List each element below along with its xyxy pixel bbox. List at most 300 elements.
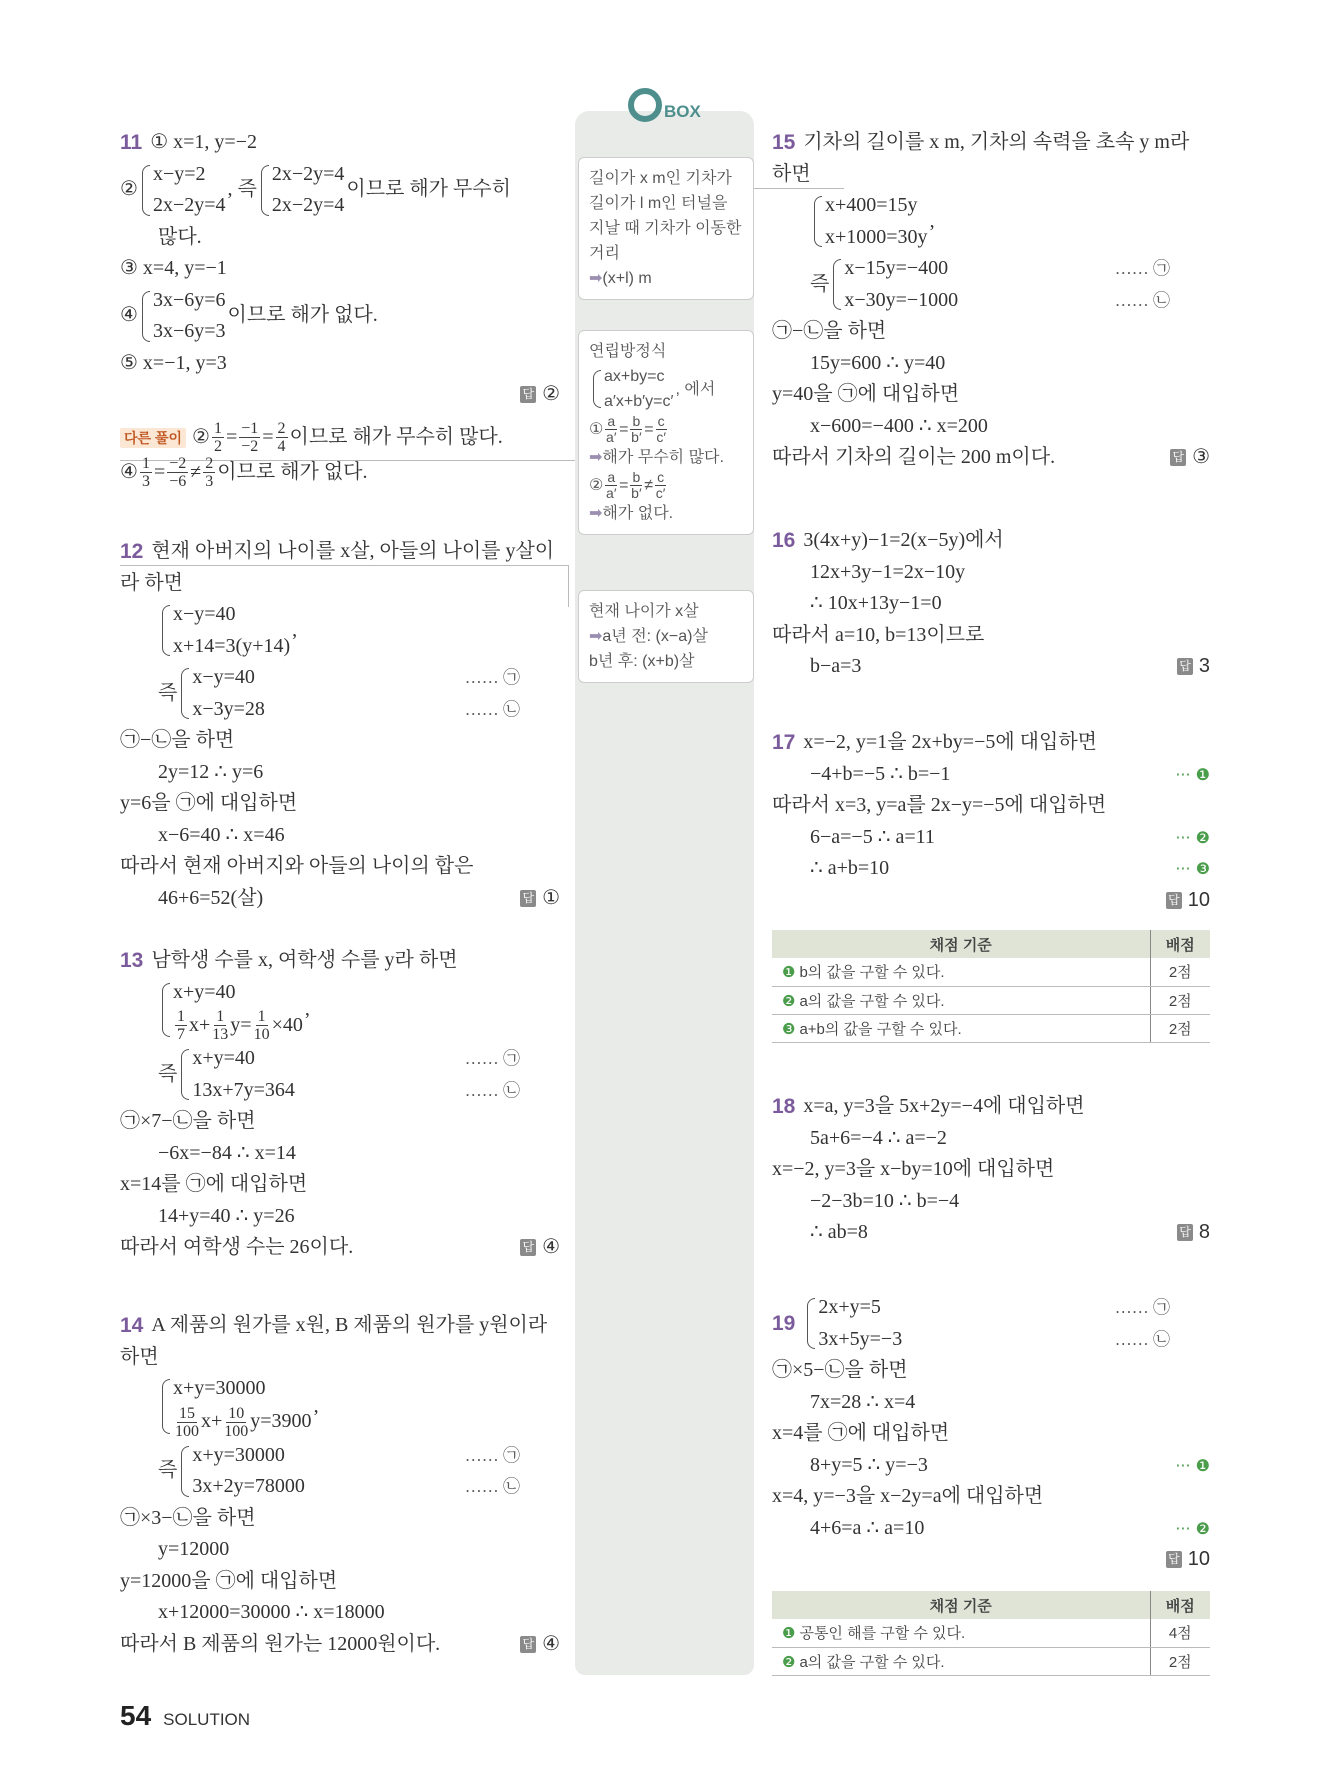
- problem-number: 14: [120, 1314, 144, 1337]
- math-text: ⑤ x=−1, y=3: [120, 351, 227, 374]
- solution-line: [772, 1123, 1210, 1155]
- system-row: [173, 1373, 312, 1405]
- system-rows: [192, 1043, 295, 1106]
- solution-line: [120, 285, 560, 348]
- denominator: a′: [606, 429, 617, 445]
- answer-value: 10: [1187, 1548, 1210, 1570]
- system-rows: [192, 662, 265, 725]
- problem-13: [120, 945, 560, 1264]
- system-row: [818, 1324, 902, 1356]
- equation-label: …… ㉠: [1114, 1298, 1170, 1317]
- equation-label: …… ㉡: [464, 1080, 520, 1100]
- equation-system: [160, 977, 303, 1044]
- solution-line: [772, 1418, 1210, 1450]
- math-text: 하면: [772, 162, 811, 185]
- numerator: b: [632, 469, 641, 485]
- math-text: y=40을 ㉠에 대입하면: [772, 383, 960, 405]
- fraction: [630, 470, 642, 501]
- solution-line: [772, 885, 1210, 917]
- math-text: A 제품의 원가를 x원, B 제품의 원가를 y원이라: [151, 1314, 548, 1336]
- problem-number: 13: [120, 949, 144, 972]
- math-text: 이므로 해가 없다.: [227, 304, 378, 327]
- qbox-note-train: [578, 157, 754, 300]
- math-text: x+400=15y: [825, 194, 918, 216]
- math-text: 따라서 여학생 수는 26이다.: [120, 1236, 354, 1258]
- answer-icon: 답: [1168, 1552, 1180, 1567]
- system-row: [192, 1440, 305, 1472]
- math-text: ∴ a+b=10: [810, 857, 890, 879]
- solution-line: [120, 1201, 560, 1233]
- equation-system: [179, 1043, 295, 1106]
- answer: [1166, 1544, 1210, 1576]
- math-text: 현재 나이가 x살: [589, 603, 699, 620]
- solution-line: [772, 557, 1210, 589]
- solution-line: [120, 599, 560, 662]
- math-text: 14+y=40 ∴ y=26: [158, 1204, 295, 1227]
- equation-system: [179, 662, 265, 725]
- denominator: c′: [655, 485, 666, 501]
- math-text: ④: [120, 460, 138, 483]
- system-row: [153, 285, 226, 317]
- solution-line: [120, 757, 560, 789]
- criteria-cell: [772, 1619, 1150, 1647]
- equation-system: [831, 253, 958, 316]
- math-text: 5a+6=−4 ∴ a=−2: [810, 1126, 947, 1149]
- denominator: −6: [169, 473, 187, 490]
- brace-icon: [807, 1298, 815, 1349]
- criteria-cell: [772, 958, 1150, 986]
- math-text: ③ x=4, y=−1: [120, 257, 227, 279]
- math-text: (x+l) m: [602, 270, 652, 287]
- math-text: 따라서 x=3, y=a를 2x−y=−5에 대입하면: [772, 794, 1107, 816]
- math-text: =: [644, 421, 654, 438]
- math-text: 하면: [120, 1345, 159, 1368]
- system-row: [604, 364, 673, 389]
- fraction: [212, 420, 224, 455]
- solution-line: [120, 568, 560, 600]
- math-text: x=4를 ㉠에 대입하면: [772, 1422, 950, 1444]
- math-text: y=3900: [250, 1410, 312, 1433]
- equation-system: [160, 1373, 312, 1440]
- system-row: [604, 389, 673, 414]
- math-text: =: [225, 425, 238, 448]
- system-row: [192, 1471, 305, 1503]
- denominator: 3: [205, 473, 214, 490]
- solution-line: [589, 599, 743, 624]
- answer-icon: 답: [1179, 1225, 1191, 1240]
- system-row: [272, 159, 345, 191]
- system-row: [272, 190, 345, 222]
- system-row: [153, 190, 226, 222]
- math-text: ≠: [190, 460, 202, 483]
- problem-number: 15: [772, 131, 796, 154]
- solution-line: [589, 470, 743, 501]
- brace-icon: [162, 983, 170, 1038]
- denominator: −2: [241, 438, 259, 455]
- solution-line: [589, 241, 743, 266]
- math-text: 즉: [158, 681, 178, 704]
- divider: [568, 565, 569, 607]
- denominator: 4: [277, 438, 286, 455]
- footer-label: SOLUTION: [163, 1710, 251, 1729]
- fraction: [605, 414, 617, 445]
- math-text: ㉠−㉡을 하면: [772, 320, 887, 342]
- math-text: 3(4x+y)−1=2(x−5y)에서: [803, 529, 1004, 551]
- solution-line: [120, 1503, 560, 1535]
- solution-line: [772, 1450, 1210, 1482]
- solution-line: [120, 455, 560, 490]
- step-marker: ··· ❷: [1175, 1518, 1210, 1538]
- solution-line: [120, 536, 560, 568]
- solution-line: [120, 977, 560, 1044]
- system-row: [173, 977, 303, 1009]
- criteria-header: 채점 기준: [772, 1591, 1150, 1619]
- fraction: [605, 470, 617, 501]
- solution-line: [772, 379, 1210, 411]
- step-marker: ❶: [782, 964, 796, 982]
- problem-11: [120, 127, 560, 411]
- solution-line: [772, 822, 1210, 854]
- math-text: x=4, y=−3을 x−2y=a에 대입하면: [772, 1485, 1044, 1507]
- math-text: 남학생 수를 x, 여학생 수를 y라 하면: [151, 949, 458, 971]
- system-row: [153, 316, 226, 348]
- numerator: 15: [179, 1404, 195, 1422]
- equation-system: [140, 285, 226, 348]
- brace-icon: [181, 1446, 189, 1497]
- math-text: 8+y=5 ∴ y=−3: [810, 1453, 928, 1476]
- solution-line: [772, 190, 1210, 253]
- brace-icon: [181, 1049, 189, 1100]
- points-header: 배점: [1150, 930, 1210, 958]
- math-text: b년 후: (x+b)살: [589, 653, 695, 670]
- math-text: =: [153, 460, 166, 483]
- math-text: x−30y=−1000: [844, 288, 959, 311]
- solution-line: [772, 348, 1210, 380]
- criteria-text: a의 값을 구할 수 있다.: [799, 992, 945, 1010]
- solution-line: [120, 379, 560, 411]
- points-header: 배점: [1150, 1591, 1210, 1619]
- step-marker: ··· ❶: [1175, 1455, 1210, 1475]
- system-row: [173, 1008, 303, 1043]
- math-text: ㉠×5−㉡을 하면: [772, 1359, 908, 1381]
- answer-icon: 답: [1179, 659, 1191, 674]
- math-text: ①: [589, 421, 604, 438]
- math-text: 2y=12 ∴ y=6: [158, 760, 264, 783]
- system-rows: [173, 977, 303, 1044]
- math-text: 해가 무수히 많다.: [602, 449, 724, 466]
- solution-line: [772, 525, 1210, 557]
- equation-system: [805, 1292, 902, 1355]
- equation-system: [160, 599, 290, 662]
- solution-line: [772, 1091, 1210, 1123]
- numerator: 2: [205, 455, 214, 472]
- points-cell: 2점: [1150, 958, 1210, 986]
- solution-line: [120, 788, 560, 820]
- arrow-icon: ➡: [589, 270, 603, 287]
- alternative-solution-label: 다른 풀이: [120, 428, 186, 448]
- math-text: x+y=40: [192, 1047, 255, 1069]
- math-text: 2x−2y=4: [271, 162, 345, 185]
- brace-icon: [142, 165, 150, 216]
- solution-line: [589, 339, 743, 364]
- solution-line: [120, 945, 560, 977]
- system-rows: [818, 1292, 902, 1355]
- system-row: [192, 1075, 295, 1107]
- math-text: 따라서 B 제품의 원가는 12000원이다.: [120, 1632, 441, 1655]
- fraction: [656, 414, 667, 445]
- math-text: a′x+b′y=c′: [604, 393, 674, 410]
- numerator: 10: [228, 1404, 245, 1422]
- math-text: −4+b=−5 ∴ b=−1: [810, 762, 951, 785]
- math-text: 해가 없다.: [602, 505, 674, 522]
- arrow-icon: ➡: [589, 628, 603, 645]
- problem-12: [120, 536, 560, 914]
- table-header-row: [772, 930, 1210, 958]
- solution-line: [772, 1387, 1210, 1419]
- answer-icon: 답: [522, 890, 535, 905]
- equation-label: …… ㉡: [464, 699, 520, 719]
- math-text: x−6=40 ∴ x=46: [158, 823, 285, 846]
- qbox-logo-text: BOX: [664, 102, 701, 121]
- table-row: [772, 1619, 1210, 1647]
- solution-line: [589, 364, 743, 414]
- system-rows: [272, 159, 345, 222]
- table-row: [772, 986, 1210, 1014]
- q-logo-icon: [628, 88, 662, 122]
- solution-line: [120, 1440, 560, 1503]
- qbox-logo: [628, 88, 701, 122]
- fraction: [655, 470, 666, 501]
- fraction: [212, 1008, 228, 1043]
- math-text: 2x−2y=4: [271, 194, 345, 216]
- solution-line: [120, 1138, 560, 1170]
- equation-labels: [465, 1043, 520, 1106]
- answer: [520, 1232, 560, 1264]
- page-number: 54: [120, 1700, 152, 1731]
- system-rows: [604, 364, 673, 414]
- equation-label: …… ㉠: [464, 1445, 520, 1465]
- math-text: 거리: [589, 245, 620, 262]
- answer-value: 8: [1198, 1221, 1210, 1243]
- math-text: x=−2, y=3을 x−by=10에 대입하면: [772, 1158, 1055, 1180]
- answer-icon: 답: [522, 1636, 535, 1651]
- math-text: x+y=30000: [173, 1377, 266, 1399]
- math-text: 많다.: [158, 225, 202, 248]
- fraction: [175, 1405, 199, 1440]
- system-row: [825, 190, 928, 222]
- math-text: 기차의 길이를 x m, 기차의 속력을 초속 y m라: [803, 131, 1190, 153]
- math-text: x+12000=30000 ∴ x=18000: [158, 1601, 385, 1623]
- table-row: [772, 958, 1210, 986]
- math-text: ,: [313, 1394, 319, 1417]
- math-text: 이므로 해가 무수히: [346, 178, 511, 201]
- solution-line: [120, 253, 560, 285]
- problem-number: 11: [120, 131, 143, 154]
- math-text: ∴ ab=8: [810, 1221, 868, 1243]
- solution-line: [120, 1373, 560, 1440]
- solution-line: [772, 127, 1210, 159]
- math-text: x−y=40: [173, 603, 236, 625]
- denominator: 13: [212, 1026, 229, 1043]
- numerator: c: [657, 469, 665, 485]
- system-row: [818, 1292, 902, 1324]
- solution-line: [772, 316, 1210, 348]
- math-text: =: [619, 477, 629, 494]
- numerator: 1: [216, 1008, 225, 1025]
- solution-line: [772, 253, 1210, 316]
- brace-icon: [593, 370, 601, 408]
- solution-line: [772, 727, 1210, 759]
- math-text: 즉: [158, 1459, 178, 1482]
- page-footer: [120, 1700, 250, 1732]
- criteria-cell: [772, 986, 1150, 1014]
- system-row: [825, 222, 928, 254]
- math-text: x=14를 ㉠에 대입하면: [120, 1173, 308, 1195]
- numerator: a: [607, 469, 616, 485]
- math-text: x+y=30000: [192, 1443, 285, 1466]
- numerator: c: [657, 413, 665, 429]
- table-row: [772, 1014, 1210, 1042]
- solution-line: [120, 1232, 560, 1264]
- brace-icon: [833, 259, 841, 310]
- step-marker: ··· ❶: [1175, 764, 1210, 784]
- numerator: 2: [277, 420, 286, 437]
- fraction: [140, 455, 152, 490]
- denominator: 7: [177, 1026, 185, 1043]
- equation-label: …… ㉠: [1114, 259, 1170, 278]
- answer-icon: 답: [522, 1240, 535, 1255]
- equation-label: …… ㉡: [1114, 290, 1170, 310]
- numerator: a: [607, 413, 616, 429]
- problem-18: [772, 1091, 1210, 1249]
- system-row: [192, 694, 265, 726]
- solution-line: [772, 159, 1210, 191]
- solution-line: [772, 1154, 1210, 1186]
- denominator: a′: [606, 485, 617, 501]
- numerator: 1: [257, 1008, 266, 1025]
- solution-line: [772, 411, 1210, 443]
- alternative-solution-11: [120, 420, 560, 490]
- math-text: y=: [230, 1013, 252, 1036]
- system-row: [844, 253, 958, 285]
- system-rows: [192, 1440, 305, 1503]
- solution-line: [120, 1169, 560, 1201]
- math-text: x+14=3(y+14): [173, 634, 291, 657]
- table-header-row: [772, 1591, 1210, 1619]
- math-text: 2x+y=5: [818, 1296, 881, 1318]
- math-text: ,: [292, 618, 298, 641]
- solution-line: [120, 348, 560, 380]
- math-text: x−15y=−400: [844, 257, 949, 279]
- math-text: 3x+5y=−3: [818, 1327, 903, 1350]
- solution-line: [120, 420, 560, 455]
- math-text: x−3y=28: [192, 697, 265, 720]
- math-text: ㉠×3−㉡을 하면: [120, 1506, 256, 1529]
- answer: [520, 883, 560, 915]
- numerator: −1: [241, 420, 259, 437]
- math-text: 2x−2y=4: [152, 194, 226, 216]
- fraction: [276, 420, 288, 455]
- solution-line: [589, 501, 743, 526]
- criteria-header: 채점 기준: [772, 930, 1150, 958]
- criteria-cell: [772, 1647, 1150, 1675]
- answer: [520, 379, 560, 411]
- fraction: [224, 1405, 248, 1440]
- math-text: , 즉: [227, 178, 257, 201]
- answer: [1177, 1217, 1210, 1249]
- denominator: b′: [631, 429, 642, 445]
- brace-icon: [142, 291, 150, 342]
- math-text: 따라서 기차의 길이는 200 m이다.: [772, 446, 1056, 468]
- step-marker: ❶: [782, 1625, 796, 1643]
- answer-icon: 답: [522, 387, 535, 402]
- math-text: a년 전: (x−a)살: [602, 628, 708, 645]
- equation-label: …… ㉡: [464, 1477, 520, 1496]
- solution-line: [772, 588, 1210, 620]
- answer: [1170, 442, 1210, 474]
- fraction: [175, 1008, 187, 1043]
- grading-table-17: [772, 930, 1210, 1043]
- denominator: 2: [213, 438, 222, 455]
- equation-system: [259, 159, 345, 222]
- math-text: x+y=40: [173, 980, 236, 1003]
- math-text: 길이가 l m인 터널을: [589, 195, 728, 212]
- denominator: 100: [224, 1422, 249, 1440]
- brace-icon: [162, 605, 170, 656]
- solution-line: [772, 1513, 1210, 1545]
- system-row: [192, 1043, 295, 1075]
- solution-line: [120, 1597, 560, 1629]
- solution-line: [120, 1310, 560, 1342]
- math-text: 지날 때 기차가 이동한: [589, 220, 742, 237]
- math-text: 즉: [810, 272, 830, 295]
- solution-line: [589, 445, 743, 470]
- system-rows: [825, 190, 928, 253]
- problem-number: 12: [120, 540, 144, 563]
- fraction: [254, 1008, 270, 1043]
- math-text: y=6을 ㉠에 대입하면: [120, 792, 298, 814]
- math-text: ②: [192, 425, 210, 448]
- math-text: x+1000=30y: [825, 225, 928, 248]
- solution-line: [120, 222, 560, 254]
- solution-line: [772, 1355, 1210, 1387]
- equation-system: [591, 364, 673, 414]
- system-rows: [153, 285, 226, 348]
- brace-icon: [181, 668, 189, 719]
- math-text: 3x−6y=3: [152, 320, 226, 342]
- solution-line: [772, 1217, 1210, 1249]
- math-text: 현재 아버지의 나이를 x살, 아들의 나이를 y살이: [151, 540, 555, 562]
- math-text: 따라서 a=10, b=13이므로: [772, 623, 985, 646]
- math-text: ,: [304, 998, 310, 1020]
- math-text: ① x=1, y=−2: [150, 131, 257, 153]
- fraction: [239, 420, 260, 455]
- math-text: 3x+2y=78000: [192, 1475, 305, 1497]
- solution-line: [772, 759, 1210, 791]
- math-text: ④: [120, 304, 138, 327]
- system-rows: [173, 599, 290, 662]
- equation-label: …… ㉡: [1114, 1329, 1170, 1349]
- system-row: [153, 159, 226, 191]
- answer: [520, 1629, 560, 1661]
- math-text: y=12000을 ㉠에 대입하면: [120, 1569, 338, 1592]
- math-text: 연립방정식: [589, 343, 667, 360]
- math-text: ㉠−㉡을 하면: [120, 729, 235, 751]
- step-marker: ❸: [782, 1020, 796, 1038]
- math-text: ②: [589, 477, 604, 494]
- system-rows: [153, 159, 226, 222]
- answer-icon: 답: [1168, 892, 1180, 907]
